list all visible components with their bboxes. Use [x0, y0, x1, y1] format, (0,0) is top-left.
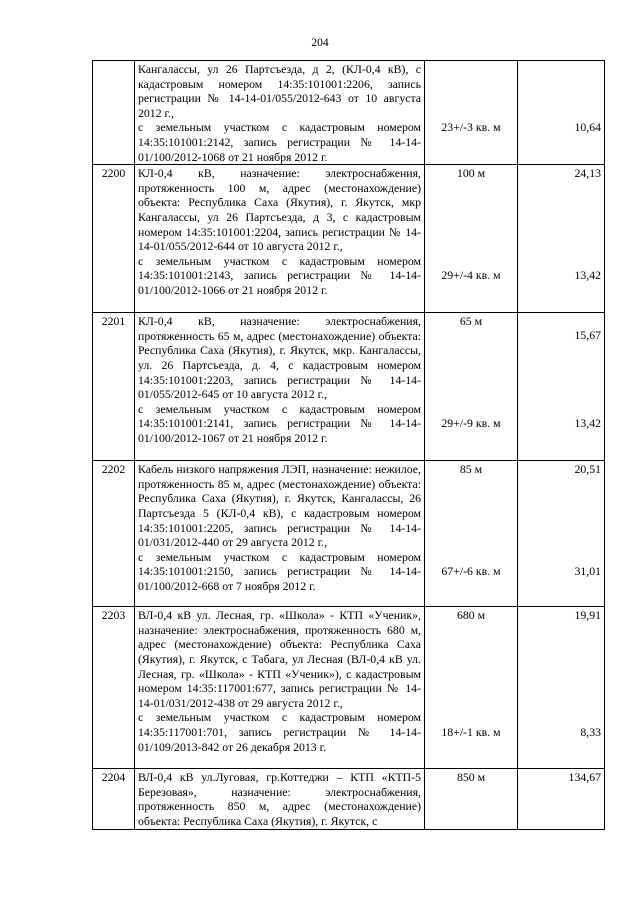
row-size [425, 607, 518, 769]
land-value: 31,01 [574, 564, 601, 579]
property-table [92, 60, 605, 830]
object-size: 65 м [459, 314, 483, 329]
row-size [425, 313, 518, 461]
row-value [518, 61, 605, 165]
land-description: с земельным участком с кадастровым номером 14:35:101001:2143, запись регистрации № 14-14-01/100/2012-1066 от 21 ноября 2012 г. [138, 253, 421, 297]
row-value [518, 165, 605, 313]
table-row [93, 165, 605, 313]
object-size: 100 м [456, 166, 486, 181]
object-description: Кангалассы, ул 26 Партсъезда, д 2, (КЛ-0,4 кВ), с кадастровым номером 14:35:101001:2206, запись регистрации № 14-14-01/055/2012-643 от 10 августа 2012 г., [138, 62, 421, 120]
land-value: 13,42 [574, 416, 601, 431]
row-value [518, 769, 605, 829]
land-size: 29+/-4 кв. м [441, 268, 501, 283]
row-number: 2202 [93, 461, 135, 607]
object-description: КЛ-0,4 кВ, назначение: электроснабжения, протяженность 65 м, адрес (местонахождение) объекта: Республика Саха (Якутия), г. Якутск, мкр. Кангалассы, ул. 26 Партсъезда, д. 4, с кадастровым номером 14:35:101001:2203, запись регистрации № 14-14-01/055/2012-645 от 10 августа 2012 г., [138, 314, 421, 402]
row-size [425, 461, 518, 607]
row-value [518, 461, 605, 607]
land-size: 18+/-1 кв. м [441, 725, 501, 740]
land-value: 13,42 [574, 268, 601, 283]
object-value: 24,13 [574, 166, 601, 181]
land-size: 29+/-9 кв. м [441, 416, 501, 431]
row-number: 2201 [93, 313, 135, 461]
object-value [521, 62, 601, 120]
row-description [135, 165, 425, 313]
object-description: ВЛ-0,4 кВ ул. Лесная, гр. «Школа» - КТП «Ученик», назначение: электроснабжения, протяженность 680 м, адрес (местонахождение) объекта: Республика Саха (Якутия), г. Якутск, с Табага, ул Лесная (ВЛ-0,4 кВ ул. Лесная, гр. «Школа» - КТП «Ученик»), с кадастровым номером 14:35:117001:677, запись регистрации № 14-14-01/031/2012-438 от 29 августа 2012 г., [138, 608, 421, 710]
row-size [425, 165, 518, 313]
table-row [93, 769, 605, 829]
row-number: 2200 [93, 165, 135, 313]
object-value: 19,91 [574, 608, 601, 623]
object-value: 20,51 [574, 462, 601, 477]
land-description: с земельным участком с кадастровым номером 14:35:101001:2141, запись регистрации № 14-14-01/100/2012-1067 от 21 ноября 2012 г. [138, 401, 421, 445]
row-size [425, 769, 518, 829]
land-description: с земельным участком с кадастровым номером 14:35:101001:2142, запись регистрации № 14-14-01/100/2012-1068 от 21 ноября 2012 г. [138, 120, 421, 164]
page-number: 204 [311, 37, 329, 49]
land-size: 23+/-3 кв. м [441, 120, 501, 134]
land-value: 10,64 [574, 120, 601, 134]
row-number [93, 61, 135, 165]
object-value: 15,67 [574, 328, 601, 343]
land-value: 8,33 [580, 725, 601, 740]
table-row [93, 607, 605, 769]
object-description: ВЛ-0,4 кВ ул.Луговая, гр.Коттеджи – КТП «КТП-5 Березовая», назначение: электроснабжения, протяженность 850 м, адрес (местонахождение) объекта: Республика Саха (Якутия), г. Якутск, с [138, 770, 421, 828]
object-description: КЛ-0,4 кВ, назначение: электроснабжения, протяженность 100 м, адрес (местонахождение) объекта: Республика Саха (Якутия), г. Якутск, мкр Кангалассы, ул 26 Партсъезда, д 3, с кадастровым номером 14:35:101001:2204, запись регистрации № 14-14-01/055/2012-644 от 10 августа 2012 г., [138, 166, 421, 254]
row-number: 2204 [93, 769, 135, 829]
row-number: 2203 [93, 607, 135, 769]
row-description [135, 461, 425, 607]
object-size [428, 62, 514, 120]
table-row [93, 313, 605, 461]
object-value: 134,67 [568, 770, 601, 785]
row-description [135, 61, 425, 165]
row-description [135, 313, 425, 461]
row-value [518, 607, 605, 769]
object-size: 850 м [456, 770, 486, 785]
object-size: 680 м [456, 608, 486, 623]
table-row [93, 461, 605, 607]
object-description: Кабель низкого напряжения ЛЭП, назначение: нежилое, протяженность 85 м, адрес (местонахождение) объекта: Республика Саха (Якутия), г. Якутск, Кангалассы, 26 Партсъезда 5 (КЛ-0,4 кВ), с кадастровым номером 14:35:101001:2205, запись регистрации № 14-14-01/031/2012-440 от 29 августа 2012 г., [138, 462, 421, 550]
land-description: с земельным участком с кадастровым номером 14:35:101001:2150, запись регистрации № 14-14-01/100/2012-668 от 7 ноября 2012 г. [138, 549, 421, 593]
row-description [135, 769, 425, 829]
land-description: с земельным участком с кадастровым номером 14:35:117001:701, запись регистрации № 14-14-01/109/2013-842 от 26 декабря 2013 г. [138, 710, 421, 754]
row-size [425, 61, 518, 165]
row-value [518, 313, 605, 461]
object-size: 85 м [459, 462, 483, 477]
table-row [93, 61, 605, 165]
row-description [135, 607, 425, 769]
land-size: 67+/-6 кв. м [441, 564, 501, 579]
